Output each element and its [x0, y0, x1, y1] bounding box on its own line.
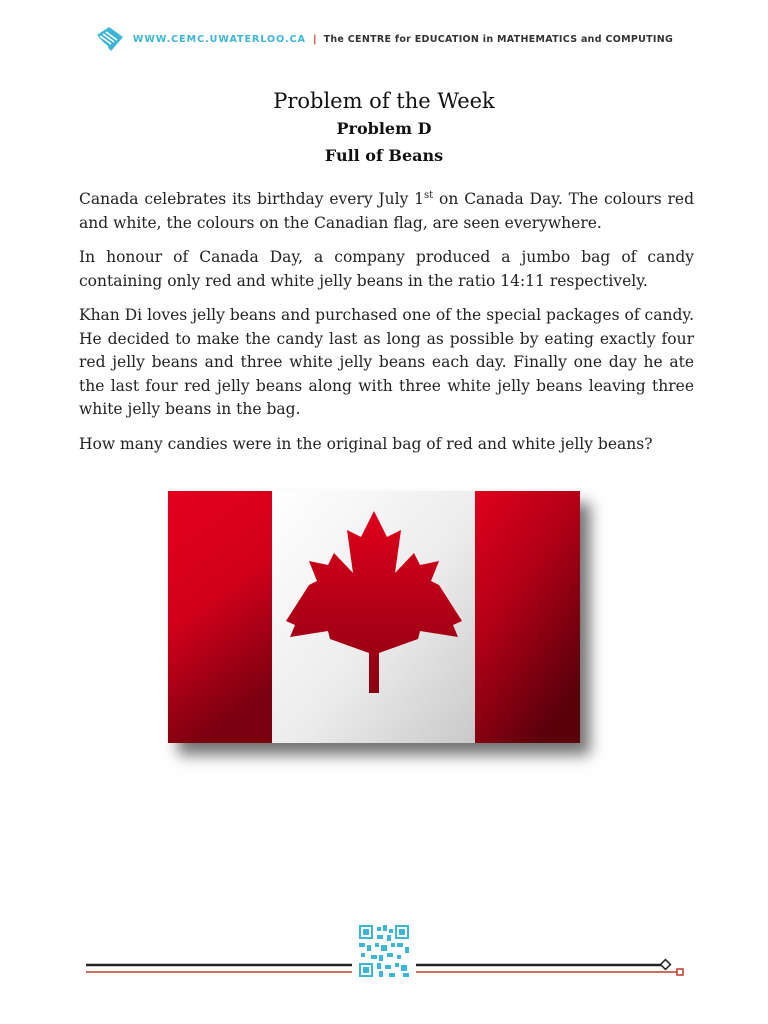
- flag-left-band: [168, 491, 272, 743]
- flag-right-band: [475, 491, 580, 743]
- page-footer: [0, 920, 768, 990]
- paragraph-ratio: In honour of Canada Day, a company produced a jumbo bag of candy containing only red and white jelly beans in the ratio 14:11 respectively.: [79, 248, 694, 290]
- page-title: Problem of the Week: [273, 89, 495, 113]
- page-header: [0, 24, 768, 54]
- problem-name: Full of Beans: [324, 146, 444, 165]
- qr-code-icon[interactable]: [359, 925, 409, 977]
- website-url[interactable]: WWW.CEMC.UWATERLOO.CA: [132, 33, 306, 45]
- paragraph-story: Khan Di loves jelly beans and purchased one of the special packages of candy. He decided to make the candy last as long as possible by eating exactly four red jelly beans and three white jelly beans each day. Finally one day he ate the last four red jelly beans along with three white jelly beans leaving three white jelly beans in the bag.: [79, 306, 694, 418]
- superscript-st: st: [424, 189, 434, 201]
- canadian-flag: [168, 491, 580, 743]
- centre-name: The CENTRE for EDUCATION in MATHEMATICS and COMPUTING: [323, 33, 674, 45]
- header-separator: |: [312, 33, 317, 45]
- paragraph-intro: Canada celebrates its birthday every July 1st on Canada Day. The colours red and white, the colours on the Canadian flag, are seen everywhere.: [79, 189, 694, 232]
- problem-level: Problem D: [336, 119, 432, 138]
- cemc-logo-icon: [95, 25, 125, 53]
- problem-body: [79, 188, 694, 467]
- title-block: [0, 88, 768, 167]
- paragraph-question: How many candies were in the original bag of red and white jelly beans?: [79, 434, 653, 453]
